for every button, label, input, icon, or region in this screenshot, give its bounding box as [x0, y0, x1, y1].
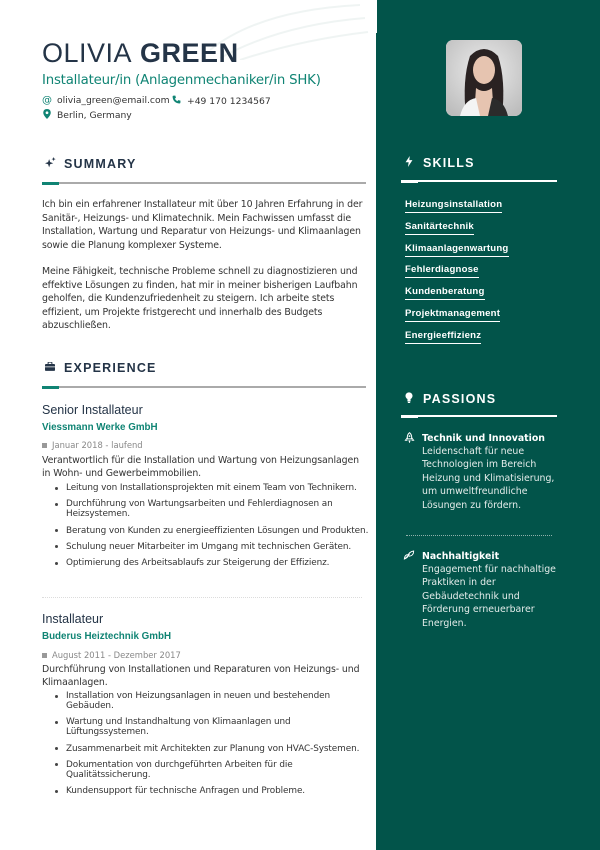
- lightbulb-icon: [403, 392, 415, 406]
- skill-item: Fehlerdiagnose: [405, 264, 479, 278]
- rocket-icon: [403, 432, 415, 446]
- passion-separator: [406, 535, 552, 536]
- job-description: Durchführung von Installationen und Reparaturen von Heizungs- und Klimaanlagen.: [42, 664, 360, 689]
- job-bullets: [52, 483, 370, 574]
- passions-heading-text: PASSIONS: [423, 392, 497, 406]
- job-separator: [42, 597, 362, 598]
- job-company: Buderus Heiztechnik GmbH: [42, 631, 172, 642]
- job-title: Installateur/in (Anlagenmechaniker/in SHK): [42, 73, 321, 88]
- job-role: Senior Installateur: [42, 403, 143, 417]
- summary-heading-text: SUMMARY: [64, 157, 137, 171]
- contact-phone[interactable]: [172, 95, 271, 107]
- skill-item: Projektmanagement: [405, 308, 500, 322]
- summary-paragraph-1: Ich bin ein erfahrener Installateur mit über 10 Jahren Erfahrung in der Sanitär-, Heizungs- und Klimatechnik. Mein Fachwissen umfasst die Installation, Wartung und Reparatur von Heizungs- und Klimaanlagen sowie die Planung komplexer Systeme.: [42, 199, 363, 251]
- profile-photo: [446, 40, 522, 116]
- calendar-icon: [42, 443, 47, 448]
- job-bullet: Optimierung des Arbeitsablaufs zur Steigerung der Effizienz.: [52, 558, 370, 568]
- job-bullet: Installation von Heizungsanlagen in neuen und bestehenden Gebäuden.: [52, 691, 370, 711]
- calendar-icon: [42, 653, 47, 658]
- experience-divider: [42, 386, 366, 388]
- leaf-icon: [403, 550, 415, 563]
- passions-heading: [403, 392, 496, 406]
- location-text: Berlin, Germany: [57, 110, 132, 121]
- job-date-text: August 2011 - Dezember 2017: [52, 650, 181, 660]
- job-bullet: Kundensupport für technische Anfragen und Probleme.: [52, 786, 370, 796]
- skill-item: Heizungsinstallation: [405, 199, 502, 213]
- job-bullet: Zusammenarbeit mit Architekten zur Planung von HVAC-Systemen.: [52, 744, 370, 754]
- lightning-icon: [403, 156, 415, 170]
- summary-divider: [42, 182, 366, 184]
- job-bullet: Wartung und Instandhaltung von Klimaanlagen und Lüftungssystemen.: [52, 717, 370, 737]
- experience-heading: [44, 361, 157, 375]
- job-bullet: Schulung neuer Mitarbeiter im Umgang mit technischen Geräten.: [52, 542, 370, 552]
- passion-title: Technik und Innovation: [422, 433, 545, 444]
- last-name: GREEN: [140, 38, 239, 68]
- briefcase-icon: [44, 362, 56, 374]
- phone-icon: [172, 95, 181, 107]
- sparkle-icon: [44, 157, 56, 171]
- sidebar-top: [377, 0, 600, 34]
- job-bullet: Leitung von Installationsprojekten mit einem Team von Technikern.: [52, 483, 370, 493]
- map-pin-icon: [42, 109, 51, 122]
- contact-email[interactable]: [42, 95, 170, 106]
- job-description: Verantwortlich für die Installation und Wartung von Heizungsanlagen in Wohn- und Gewerbeimmobilien.: [42, 455, 360, 480]
- first-name: OLIVIA: [42, 38, 133, 68]
- skill-item: Energieeffizienz: [405, 330, 481, 344]
- skill-item: Kundenberatung: [405, 286, 485, 300]
- job-date-text: Januar 2018 - laufend: [52, 440, 143, 450]
- skills-heading: [403, 156, 475, 170]
- job-bullet: Beratung von Kunden zu energieeffizienten Lösungen und Produkten.: [52, 526, 370, 536]
- job-bullet: Dokumentation von durchgeführten Arbeiten für die Qualitätssicherung.: [52, 760, 370, 780]
- skill-item: Klimaanlagenwartung: [405, 243, 509, 257]
- at-icon: @: [42, 95, 52, 106]
- skills-heading-text: SKILLS: [423, 156, 475, 170]
- phone-text: +49 170 1234567: [187, 95, 271, 107]
- summary-heading: [44, 157, 137, 171]
- passion-description: Leidenschaft für neue Technologien im Bereich Heizung und Klimatisierung, um umweltfreundliche Lösungen zu fördern.: [422, 446, 555, 511]
- passions-divider: [401, 415, 557, 417]
- job-date: [42, 440, 143, 450]
- job-company: Viessmann Werke GmbH: [42, 422, 158, 433]
- candidate-name: [42, 38, 239, 69]
- job-bullet: Durchführung von Wartungsarbeiten und Fehlerdiagnosen an Heizsystemen.: [52, 499, 370, 519]
- contact-location: [42, 109, 132, 122]
- passion-description: Engagement für nachhaltige Praktiken in der Gebäudetechnik und Förderung erneuerbarer Energien.: [422, 564, 556, 629]
- skill-item: Sanitärtechnik: [405, 221, 474, 235]
- email-text: olivia_green@email.com: [57, 95, 170, 106]
- experience-heading-text: EXPERIENCE: [64, 361, 157, 375]
- job-role: Installateur: [42, 612, 104, 626]
- job-date: [42, 650, 181, 660]
- job-bullets: [52, 691, 370, 802]
- passion-title: Nachhaltigkeit: [422, 551, 500, 562]
- summary-paragraph-2: Meine Fähigkeit, technische Probleme schnell zu diagnostizieren und effektive Lösungen zu finden, hat mir in meiner bisherigen Laufbahn geholfen, die Kundenzufriedenheit zu steigern. Ich arbeite stets effizient, um Projekte fristgerecht und innerhalb des Budgets abzuschließen.: [42, 266, 358, 332]
- skills-divider: [401, 180, 557, 182]
